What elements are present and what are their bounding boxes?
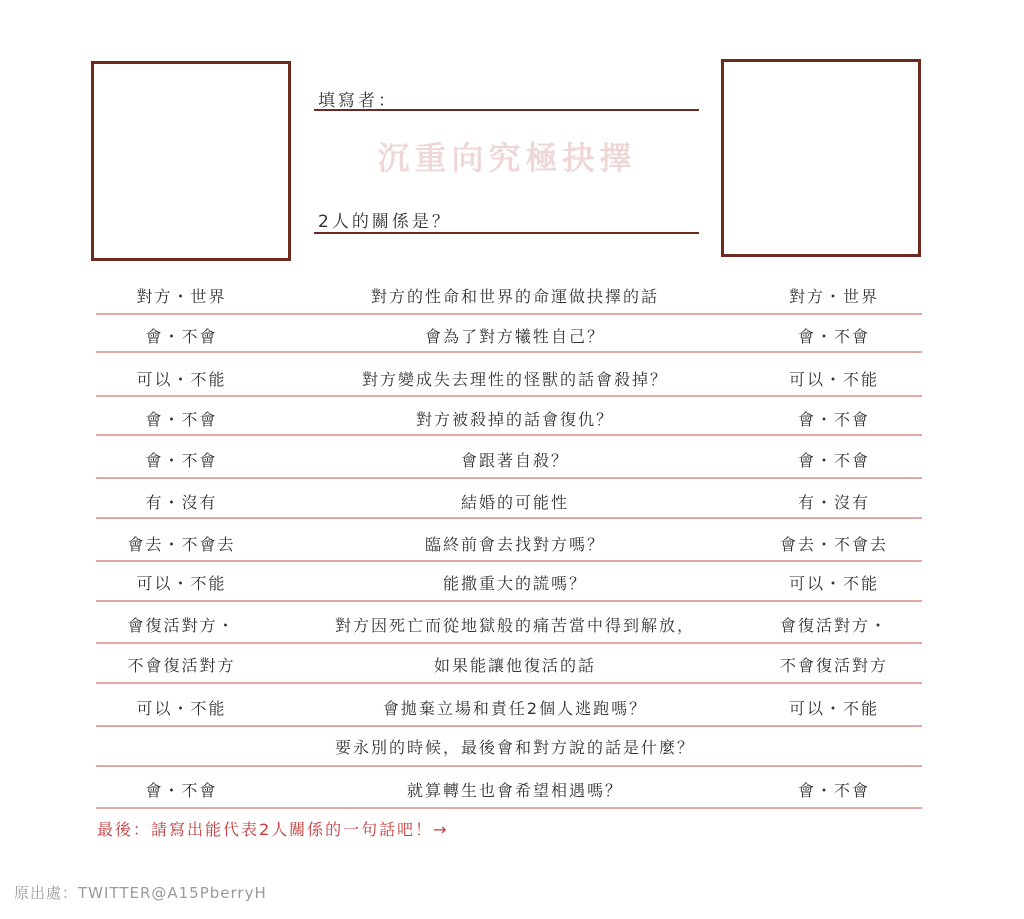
question-text: 要永別的時候，最後會和對方說的話是什麼？ — [334, 738, 695, 757]
answer-left[interactable]: 會復活對方・ — [127, 616, 236, 635]
answer-right[interactable]: 會・不會 — [797, 327, 870, 346]
answer-left[interactable]: 會・不會 — [145, 410, 218, 429]
answer-right[interactable]: 不會復活對方 — [779, 656, 888, 675]
answer-left[interactable] — [94, 728, 269, 768]
answer-right[interactable] — [748, 728, 920, 768]
photo-box-right — [721, 59, 921, 257]
relation-line[interactable] — [314, 232, 699, 234]
answer-right[interactable]: 可以・不能 — [788, 370, 879, 389]
page-title: 沉重向究極抉擇 — [377, 139, 637, 177]
answer-right[interactable]: 有・沒有 — [797, 493, 870, 512]
answer-left[interactable]: 會・不會 — [145, 451, 218, 470]
question-row — [0, 646, 1024, 686]
answer-right[interactable]: 會・不會 — [797, 781, 870, 800]
question-text: 對方的性命和世界的命運做抉擇的話 — [370, 287, 659, 306]
question-text: 就算轉生也會希望相遇嗎？ — [406, 781, 623, 800]
question-row — [0, 525, 1024, 565]
row-separator — [96, 765, 922, 767]
answer-left[interactable]: 可以・不能 — [136, 370, 227, 389]
row-separator — [96, 682, 922, 684]
answer-left[interactable]: 不會復活對方 — [127, 656, 236, 675]
question-text: 對方變成失去理性的怪獸的話會殺掉？ — [361, 370, 668, 389]
answer-left[interactable]: 可以・不能 — [136, 574, 227, 593]
question-text: 如果能讓他復活的話 — [433, 656, 596, 675]
question-row — [0, 441, 1024, 481]
source-credit: 原出處：TWITTER@A15PberryH — [14, 884, 267, 902]
answer-left[interactable]: 會・不會 — [145, 327, 218, 346]
answer-right[interactable]: 會去・不會去 — [779, 535, 888, 554]
question-text: 對方被殺掉的話會復仇？ — [415, 410, 614, 429]
answer-right[interactable]: 會・不會 — [797, 410, 870, 429]
answer-left[interactable]: 會・不會 — [145, 781, 218, 800]
row-separator — [96, 477, 922, 479]
question-row — [0, 360, 1024, 400]
question-row — [0, 564, 1024, 604]
row-separator — [96, 434, 922, 436]
question-text: 能撒重大的謊嗎？ — [442, 574, 587, 593]
answer-left[interactable]: 有・沒有 — [145, 493, 218, 512]
question-text: 會為了對方犧牲自己？ — [424, 327, 605, 346]
footer-note: 最後：請寫出能代表2人關係的一句話吧！→ — [97, 820, 449, 839]
row-separator — [96, 395, 922, 397]
question-text: 結婚的可能性 — [460, 493, 569, 512]
question-text: 會拋棄立場和責任2個人逃跑嗎？ — [382, 699, 648, 718]
relation-label: 2人的關係是？ — [318, 212, 452, 232]
answer-left[interactable]: 對方・世界 — [136, 287, 227, 306]
question-text: 會跟著自殺？ — [460, 451, 569, 470]
answer-right[interactable]: 可以・不能 — [788, 574, 879, 593]
row-separator — [96, 642, 922, 644]
answer-right[interactable]: 可以・不能 — [788, 699, 879, 718]
answer-right[interactable]: 對方・世界 — [788, 287, 879, 306]
filler-name-line[interactable] — [314, 109, 699, 111]
row-separator — [96, 313, 922, 315]
answer-left[interactable]: 可以・不能 — [136, 699, 227, 718]
question-row — [0, 728, 1024, 768]
filler-label: 填寫者： — [318, 91, 398, 111]
question-text: 對方因死亡而從地獄般的痛苦當中得到解放， — [334, 616, 695, 635]
photo-box-left — [91, 61, 291, 261]
row-separator — [96, 807, 922, 809]
question-text: 臨終前會去找對方嗎？ — [424, 535, 605, 554]
row-separator — [96, 725, 922, 727]
row-separator — [96, 517, 922, 519]
answer-left[interactable]: 會去・不會去 — [127, 535, 236, 554]
row-separator — [96, 600, 922, 602]
row-separator — [96, 351, 922, 353]
question-row — [0, 771, 1024, 811]
answer-right[interactable]: 會復活對方・ — [779, 616, 888, 635]
question-row — [0, 277, 1024, 317]
row-separator — [96, 560, 922, 562]
question-row — [0, 606, 1024, 646]
answer-right[interactable]: 會・不會 — [797, 451, 870, 470]
question-row — [0, 689, 1024, 729]
